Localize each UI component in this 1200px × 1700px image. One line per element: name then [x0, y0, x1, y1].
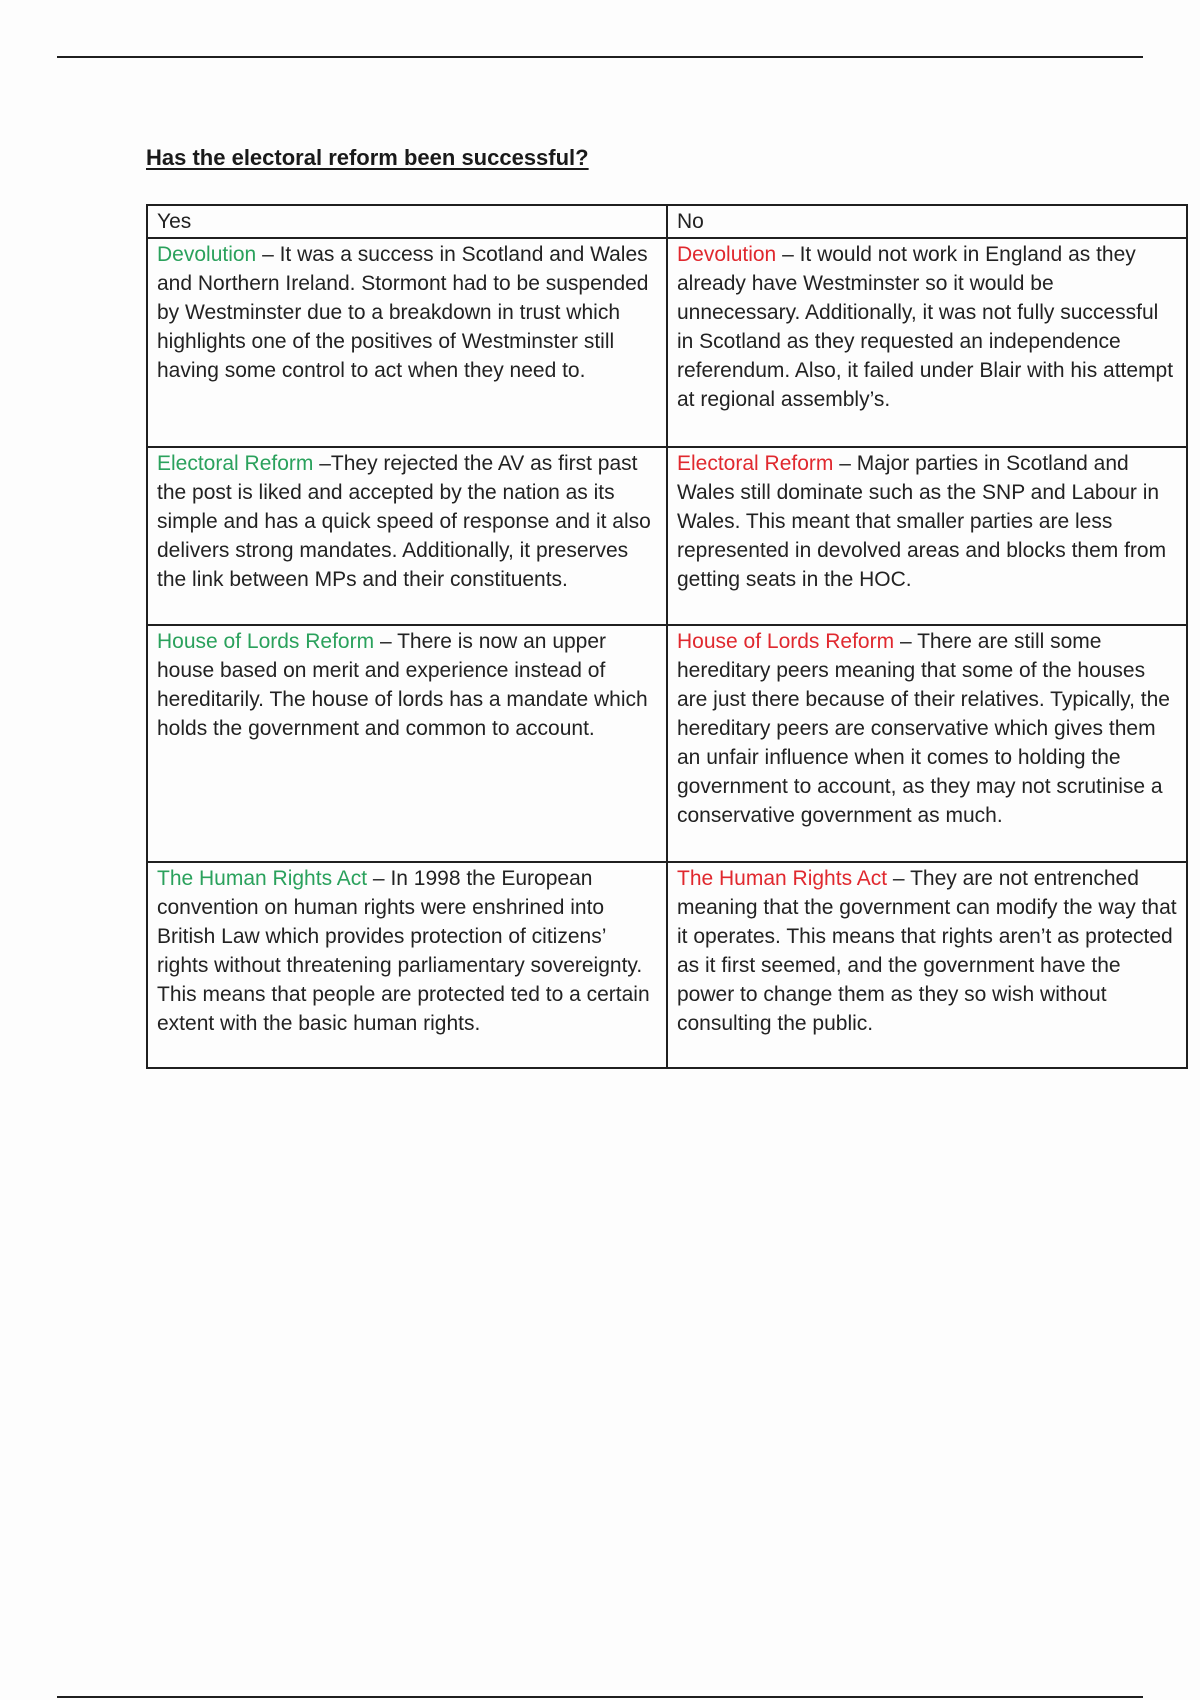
- no-topic-label: The Human Rights Act: [677, 867, 888, 890]
- yes-argument-text: – In 1998 the European convention on human rights were enshrined into British Law which provides protection of citizens’ rights without threatening parliamentary sovereignty. This means that people are protected ted to a certain extent with the basic human rights.: [157, 867, 650, 1035]
- yes-topic-label: The Human Rights Act: [157, 867, 368, 890]
- comparison-table: [146, 204, 1188, 1069]
- yes-cell: [147, 862, 667, 1068]
- yes-cell: [147, 447, 667, 625]
- no-cell: [667, 447, 1187, 625]
- no-argument-text: – They are not entrenched meaning that the government can modify the way that it operates. This means that rights aren’t as protected as it first seemed, and the government have the power to change them as they so wish without consulting the public.: [677, 867, 1177, 1035]
- yes-column-header: Yes: [147, 205, 667, 238]
- no-topic-label: House of Lords Reform: [677, 630, 895, 653]
- yes-argument-text: – There is now an upper house based on merit and experience instead of hereditarily. The house of lords has a mandate which holds the government and common to account.: [157, 630, 648, 740]
- table-header-row: [147, 205, 1187, 238]
- no-argument-text: – There are still some hereditary peers meaning that some of the houses are just there because of their relatives. Typically, the hereditary peers are conservative which gives them an unfair influence when it comes to holding the government to account, as they may not scrutinise a conservative government as much.: [677, 630, 1170, 827]
- table-row: [147, 625, 1187, 862]
- header-rule: [57, 56, 1143, 58]
- yes-cell: [147, 238, 667, 447]
- table-row: [147, 862, 1187, 1068]
- no-cell: [667, 238, 1187, 447]
- no-cell: [667, 862, 1187, 1068]
- footer-rule: [57, 1696, 1143, 1698]
- yes-topic-label: Electoral Reform: [157, 452, 314, 475]
- no-cell: [667, 625, 1187, 862]
- no-argument-text: – It would not work in England as they already have Westminster so it would be unnecessary. Additionally, it was not fully successful in Scotland as they requested an independence referendum. Also, it failed under Blair with his attempt at regional assembly’s.: [677, 243, 1174, 411]
- table-row: [147, 238, 1187, 447]
- yes-argument-text: –They rejected the AV as first past the post is liked and accepted by the nation as its simple and has a quick speed of response and it also delivers strong mandates. Additionally, it preserves the link between MPs and their constituents.: [157, 452, 651, 591]
- table-row: [147, 447, 1187, 625]
- yes-cell: [147, 625, 667, 862]
- page-title: Has the electoral reform been successful?: [146, 145, 589, 170]
- yes-topic-label: House of Lords Reform: [157, 630, 375, 653]
- no-topic-label: Devolution: [677, 243, 777, 266]
- yes-argument-text: – It was a success in Scotland and Wales and Northern Ireland. Stormont had to be suspended by Westminster due to a breakdown in trust which highlights one of the positives of Westminster still having some control to act when they need to.: [157, 243, 649, 382]
- no-column-header: No: [667, 205, 1187, 238]
- no-argument-text: – Major parties in Scotland and Wales still dominate such as the SNP and Labour in Wales. This meant that smaller parties are less represented in devolved areas and blocks them from getting seats in the HOC.: [677, 452, 1167, 591]
- yes-topic-label: Devolution: [157, 243, 257, 266]
- no-topic-label: Electoral Reform: [677, 452, 834, 475]
